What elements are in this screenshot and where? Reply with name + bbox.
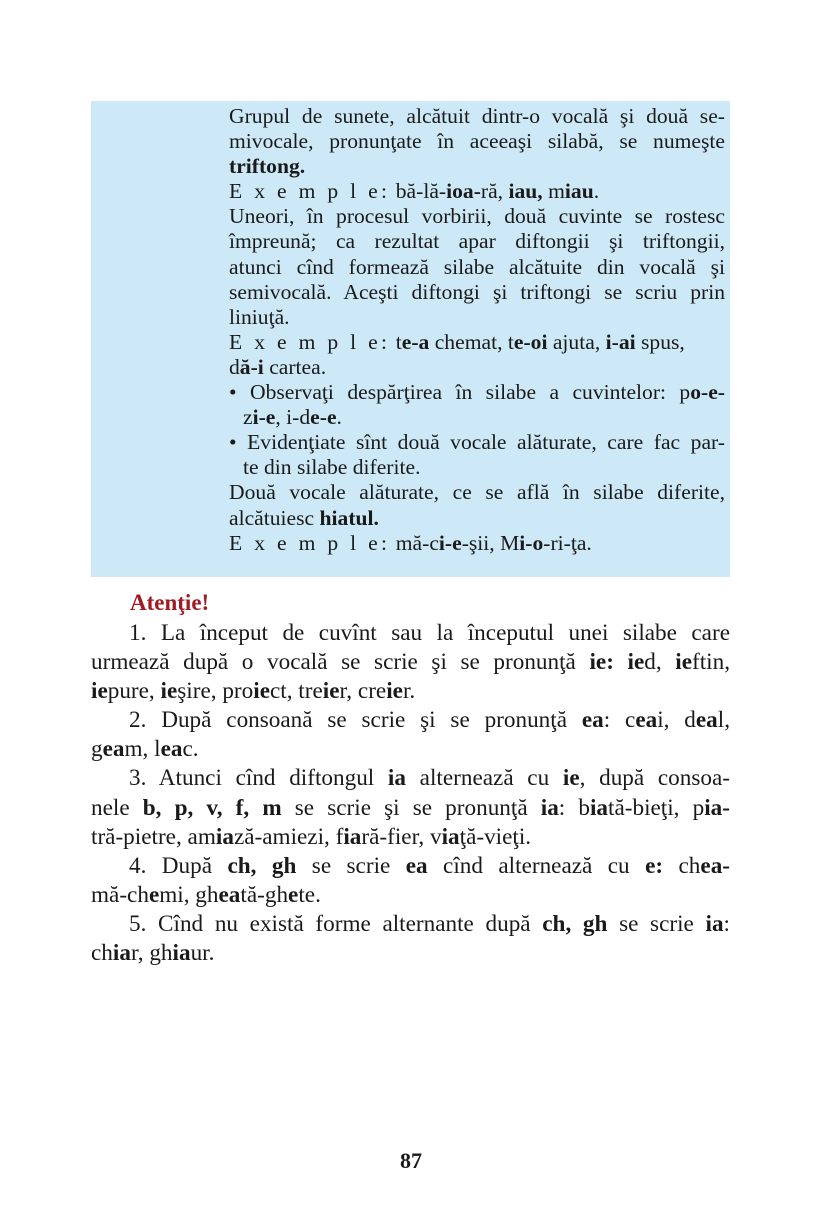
rule-text: ză-amiezi, f bbox=[233, 823, 344, 850]
rule-bold: ie bbox=[613, 649, 645, 676]
rule-text: tă-bieţi, p bbox=[608, 794, 705, 821]
rule-bold: ie bbox=[322, 678, 340, 705]
paragraph-line: liniuţă. bbox=[229, 304, 290, 329]
rule-text: se scrie şi se pronunţă bbox=[281, 794, 541, 821]
paragraph-line: atunci cînd formează silabe alcătuite din vocală şi bbox=[229, 254, 725, 279]
bullet-bold: e-e bbox=[310, 405, 337, 430]
rule-text: tă-gh bbox=[240, 881, 289, 908]
example-text: d bbox=[229, 354, 240, 379]
bullet-text: . bbox=[336, 405, 342, 430]
rule-bold: ea bbox=[695, 707, 718, 734]
rule-bold: ia bbox=[343, 823, 362, 850]
rule-bold: ie bbox=[253, 678, 270, 705]
rule-text: se scrie bbox=[607, 910, 706, 937]
rule-bold: e: bbox=[645, 852, 664, 879]
rule-text: c. bbox=[182, 736, 199, 763]
example-text: -şii, M bbox=[461, 530, 520, 555]
rule-text: 4. După bbox=[129, 852, 228, 879]
example-text: -ri-ţa. bbox=[543, 530, 592, 555]
rule-bold: ie: bbox=[589, 649, 614, 676]
rule-text: r. bbox=[402, 678, 416, 705]
rule-bold: ea bbox=[218, 881, 241, 908]
rule-text: nele bbox=[91, 794, 143, 821]
rule-bold: e bbox=[148, 881, 160, 908]
bullet-line: • Evidenţiate sînt două vocale alăturate, care fac par- bbox=[229, 430, 725, 455]
rule-bold: ea bbox=[102, 736, 125, 763]
rule-2-line bbox=[91, 735, 730, 764]
rule-bold: ea- bbox=[700, 852, 731, 879]
rule-text: d, bbox=[644, 649, 676, 676]
rule-text: 2. După consoană se scrie şi se pronunţă bbox=[129, 707, 582, 734]
rules-list bbox=[91, 619, 730, 968]
example-text: cartea. bbox=[263, 354, 327, 379]
bullet-text: , i-d bbox=[275, 405, 311, 430]
rule-4-line bbox=[91, 852, 730, 881]
rule-text: se scrie bbox=[296, 852, 406, 879]
bullet-text: • Observaţi despărţirea în silabe a cuvintelor: p bbox=[229, 380, 691, 405]
paragraph-line: Uneori, în procesul vorbirii, două cuvinte se rostesc bbox=[229, 204, 725, 229]
info-box-text bbox=[229, 104, 725, 556]
example-label: E x e m p l e: bbox=[229, 179, 391, 204]
rule-text: : bbox=[723, 910, 730, 937]
term-text: hiatul. bbox=[319, 505, 379, 530]
example-text: ajuta, bbox=[547, 329, 606, 354]
example-line bbox=[229, 330, 725, 355]
example-bold: ă-i bbox=[239, 354, 264, 379]
example-bold: i-e bbox=[438, 530, 462, 555]
rule-text: urmează după o vocală se scrie şi se pronunţă bbox=[91, 649, 590, 676]
definition-line: mivocale, pronunţate în aceeaşi silabă, se numeşte bbox=[229, 129, 725, 154]
rule-5-line bbox=[91, 939, 730, 968]
rule-text: ct, tre bbox=[269, 678, 323, 705]
example-bold: e-oi bbox=[513, 329, 548, 354]
example-text: mă-c bbox=[390, 530, 439, 555]
example-bold: ioa- bbox=[446, 179, 481, 204]
rule-bold: ia bbox=[215, 823, 234, 850]
rule-bold: ia bbox=[441, 823, 460, 850]
definition-line: Două vocale alăturate, ce se află în silabe diferite, bbox=[229, 480, 725, 505]
rule-bold: ia bbox=[112, 940, 131, 967]
rule-text: r, cre bbox=[339, 678, 387, 705]
rule-bold: ie bbox=[562, 765, 580, 792]
rule-text: 5. Cînd nu există forme alternante după bbox=[129, 910, 543, 937]
bullet-bold: o-e- bbox=[690, 380, 725, 405]
rule-bold: ea bbox=[405, 852, 428, 879]
rule-text: : b bbox=[558, 794, 590, 821]
rule-text: mi, gh bbox=[159, 881, 219, 908]
rule-text: ţă-vieţi. bbox=[459, 823, 532, 850]
example-bold: e-a bbox=[401, 329, 430, 354]
paragraph-line: semivocală. Aceşti diftongi şi triftongi se scriu prin bbox=[229, 279, 725, 304]
rule-text: şire, pro bbox=[177, 678, 254, 705]
rule-text: cînd alternează cu bbox=[427, 852, 646, 879]
bullet-text: z bbox=[243, 405, 253, 430]
rule-text: ftin, bbox=[692, 649, 731, 676]
rule-text: ch bbox=[663, 852, 701, 879]
example-text: chemat, t bbox=[429, 329, 514, 354]
rule-1-line bbox=[91, 648, 730, 677]
rule-text: mă-ch bbox=[91, 881, 149, 908]
example-text: spus, bbox=[635, 329, 685, 354]
definition-text: alcătuiesc bbox=[229, 505, 315, 530]
example-text: bă-lă- bbox=[395, 179, 447, 204]
page-number: 87 bbox=[400, 1148, 422, 1173]
rule-bold: ia- bbox=[704, 794, 730, 821]
example-line bbox=[229, 355, 725, 380]
rule-text: r, gh bbox=[130, 940, 173, 967]
example-label: E x e m p l e: bbox=[229, 329, 391, 354]
rule-bold: b, p, v, f, m bbox=[142, 794, 282, 821]
example-line bbox=[229, 531, 725, 556]
rule-bold: ch, gh bbox=[542, 910, 608, 937]
term-text: triftong. bbox=[229, 154, 306, 179]
bullet-line: te din silabe diferite. bbox=[243, 455, 421, 480]
paragraph-line: împreună; ca rezultat apar diftongii şi triftongii, bbox=[229, 229, 725, 254]
rule-bold: ea bbox=[635, 707, 658, 734]
rule-4-line bbox=[91, 881, 730, 910]
example-bold: i-ai bbox=[605, 329, 636, 354]
example-line bbox=[229, 179, 725, 204]
example-text: t bbox=[395, 329, 402, 354]
bullet-line bbox=[229, 405, 725, 430]
example-text: m bbox=[548, 179, 565, 204]
rule-bold: ia bbox=[172, 940, 191, 967]
rule-text: ch bbox=[91, 940, 113, 967]
rule-bold: ia bbox=[540, 794, 559, 821]
rule-bold: ch, gh bbox=[227, 852, 297, 879]
rule-3-line bbox=[91, 794, 730, 823]
rule-1-line bbox=[91, 677, 730, 706]
example-text: ră, bbox=[480, 179, 504, 204]
example-label: E x e m p l e: bbox=[229, 530, 391, 555]
rule-bold: e bbox=[288, 881, 299, 908]
rule-bold: ea bbox=[160, 736, 183, 763]
rule-text: 3. Atunci cînd diftongul bbox=[129, 765, 388, 792]
rule-3-line bbox=[91, 823, 730, 852]
rule-text: te. bbox=[298, 881, 321, 908]
rule-bold: ia bbox=[589, 794, 609, 821]
example-bold: iau, bbox=[508, 179, 543, 204]
rule-text: m, l bbox=[124, 736, 161, 763]
example-bold: i-o bbox=[519, 530, 544, 555]
rule-text: pure, bbox=[107, 678, 161, 705]
rule-2-line bbox=[91, 706, 730, 735]
rule-bold: ea bbox=[581, 707, 604, 734]
rule-text: tră-pietre, am bbox=[91, 823, 216, 850]
rule-text: , după consoa- bbox=[579, 765, 730, 792]
term-hiatul bbox=[229, 506, 725, 531]
bullet-bold: i-e bbox=[252, 405, 276, 430]
rule-text: : c bbox=[603, 707, 636, 734]
definition-line: Grupul de sunete, alcătuit dintr-o vocală şi două se- bbox=[229, 104, 725, 128]
rule-bold: ie bbox=[91, 678, 108, 705]
rule-text: g bbox=[91, 736, 103, 763]
rule-bold: ie bbox=[675, 649, 693, 676]
rule-text: alternează cu bbox=[405, 765, 563, 792]
rule-bold: ia bbox=[705, 910, 724, 937]
term-triftong bbox=[229, 154, 725, 179]
attention-heading: Atenţie! bbox=[130, 590, 210, 615]
rule-text: l, bbox=[717, 707, 731, 734]
rule-1-line: 1. La început de cuvînt sau la începutul unei silabe care bbox=[129, 620, 730, 646]
rule-3-line bbox=[91, 764, 730, 793]
rule-text: ră-fier, v bbox=[361, 823, 442, 850]
rule-text: i, d bbox=[657, 707, 696, 734]
bullet-line bbox=[229, 380, 725, 405]
example-bold: iau bbox=[564, 179, 594, 204]
rule-bold: ie bbox=[160, 678, 178, 705]
rule-bold: ie bbox=[386, 678, 403, 705]
rule-5-line bbox=[91, 910, 730, 939]
rule-bold: ia bbox=[387, 765, 406, 792]
example-text: . bbox=[593, 179, 600, 204]
rule-text: ur. bbox=[190, 940, 215, 967]
